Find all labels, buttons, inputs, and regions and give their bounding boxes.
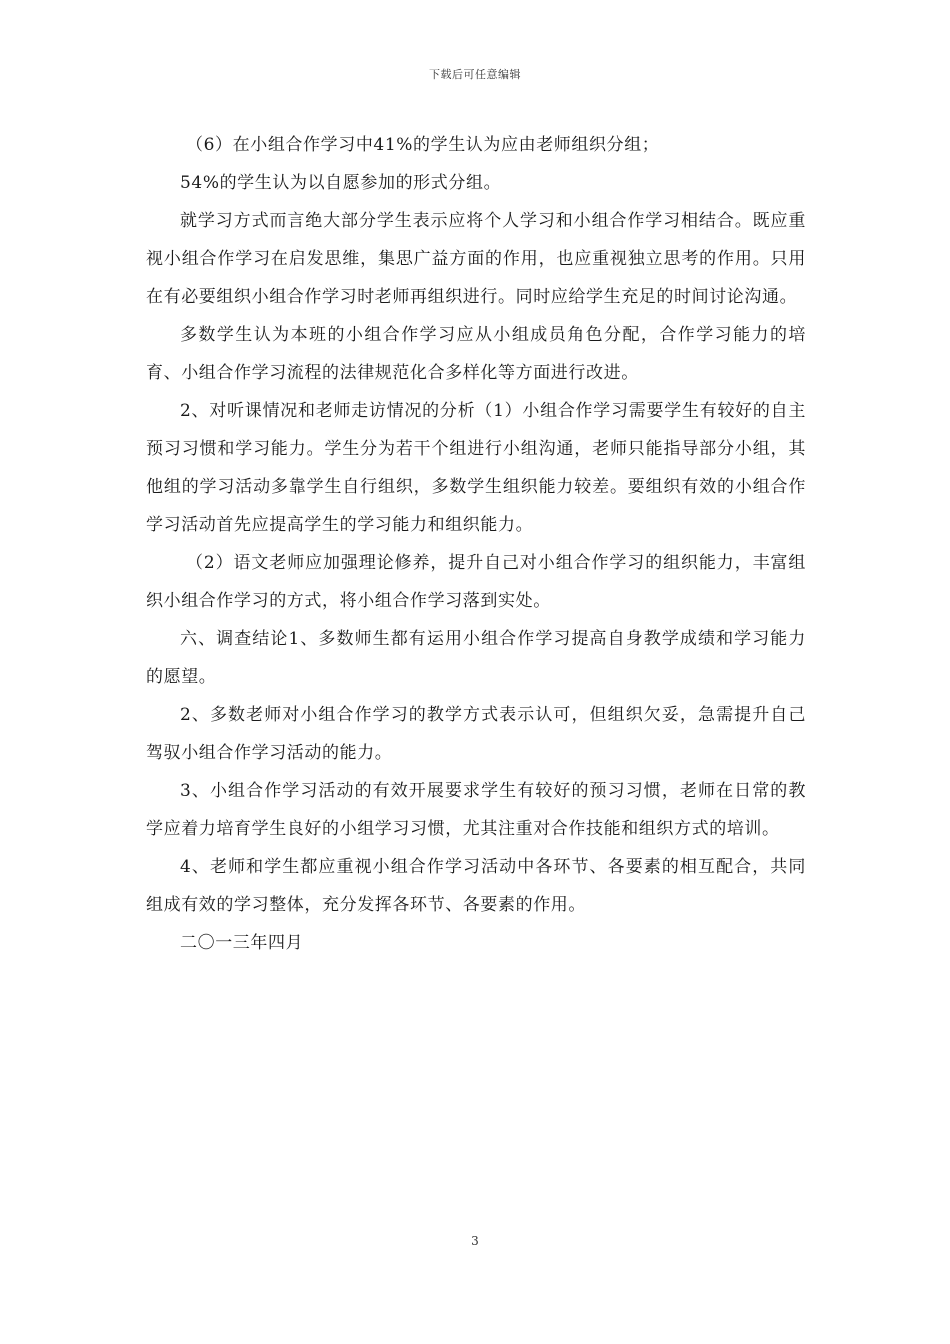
paragraph-teacher-training: （2）语文老师应加强理论修养，提升自己对小组合作学习的组织能力，丰富组织小组合作学习的方式，将小组合作学习落到实处。 bbox=[146, 553, 806, 611]
paragraph-conclusion-1: 六、调查结论1、多数师生都有运用小组合作学习提高自身教学成绩和学习能力的愿望。 bbox=[146, 629, 806, 687]
paragraph-date: 二〇一三年四月 bbox=[180, 933, 304, 953]
paragraph-survey-item-6: （6）在小组合作学习中41%的学生认为应由老师组织分组； bbox=[186, 135, 660, 155]
paragraph-conclusion-4: 4、老师和学生都应重视小组合作学习活动中各环节、各要素的相互配合，共同组成有效的学习整体，充分发挥各环节、各要素的作用。 bbox=[146, 857, 806, 915]
page-header: 下载后可任意编辑 bbox=[429, 68, 521, 81]
paragraph-improvement-areas: 多数学生认为本班的小组合作学习应从小组成员角色分配，合作学习能力的培育、小组合作学习流程的法律规范化合多样化等方面进行改进。 bbox=[146, 325, 806, 383]
paragraph-conclusion-3: 3、小组合作学习活动的有效开展要求学生有较好的预习习惯，老师在日常的教学应着力培育学生良好的小组学习习惯，尤其注重对合作技能和组织方式的培训。 bbox=[146, 781, 806, 839]
paragraph-learning-method: 就学习方式而言绝大部分学生表示应将个人学习和小组合作学习相结合。既应重视小组合作学习在启发思维，集思广益方面的作用，也应重视独立思考的作用。只用在有必要组织小组合作学习时老师再组织进行。同时应给学生充足的时间讨论沟通。 bbox=[146, 211, 806, 307]
paragraph-voluntary-grouping: 54%的学生认为以自愿参加的形式分组。 bbox=[180, 173, 502, 193]
document-body bbox=[146, 126, 806, 962]
paragraph-class-observation: 2、对听课情况和老师走访情况的分析（1）小组合作学习需要学生有较好的自主预习习惯和学习能力。学生分为若干个组进行小组沟通，老师只能指导部分小组，其他组的学习活动多靠学生自行组织，多数学生组织能力较差。要组织有效的小组合作学习活动首先应提高学生的学习能力和组织能力。 bbox=[146, 401, 806, 535]
paragraph-conclusion-2: 2、多数老师对小组合作学习的教学方式表示认可，但组织欠妥，急需提升自己驾驭小组合作学习活动的能力。 bbox=[146, 705, 806, 763]
page-number: 3 bbox=[471, 1234, 479, 1248]
